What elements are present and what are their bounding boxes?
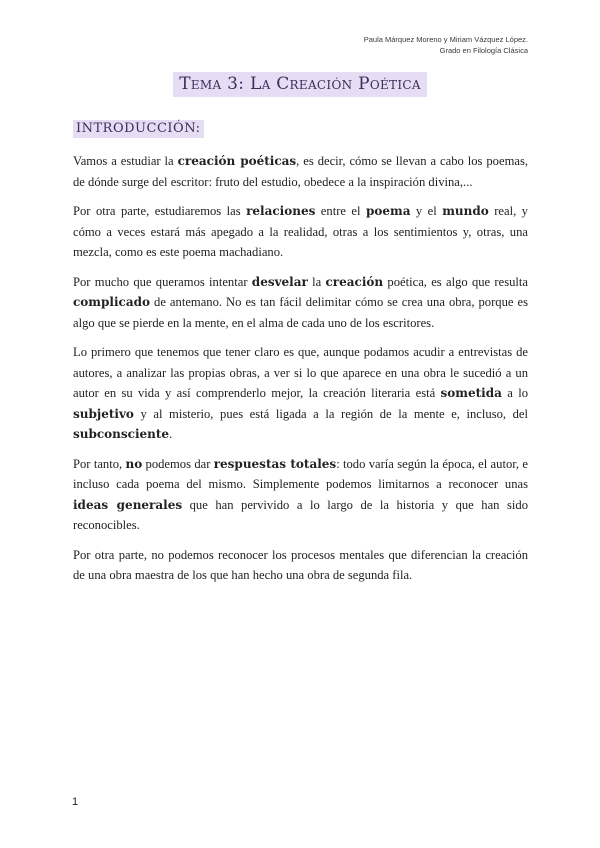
bold-term: creación poéticas: [177, 154, 297, 168]
text-run: poética, es algo que resulta: [383, 274, 528, 289]
body-text: [73, 151, 528, 595]
bold-term: no: [125, 456, 143, 471]
text-run: Por otra parte, no podemos reconocer los procesos mentales que diferencian la creación de una obra maestra de los que han hecho una obra de segunda fila.: [73, 547, 528, 582]
text-run: que han pervivido a lo largo de la historia y que han sido reconocibles.: [73, 497, 528, 532]
text-run: Lo primero que tenemos que tener claro es que, aunque podamos acudir a entrevistas de autores, a analizar las propias obras, a ver si lo que aparece en una obra le sucedió a un autor en su vida y así comprenderlo mejor, la creación literaria está: [73, 345, 528, 400]
paragraph: [73, 151, 528, 192]
paragraph: [73, 342, 528, 445]
title-container: [0, 72, 600, 97]
paragraph: [73, 272, 528, 334]
page-number: 1: [72, 796, 79, 808]
bold-term: sometida: [440, 386, 502, 400]
text-run: y al misterio, pues está ligada a la región de la mente e, incluso, del: [133, 406, 528, 421]
bold-term: relaciones: [246, 204, 316, 218]
paragraph: [73, 545, 528, 586]
document-title: Tema 3: La Creación Poética: [173, 72, 427, 97]
text-run: real, y cómo a veces estará más apegado a la realidad, otras a los sentimientos y, otras, una mezcla, como es este poema machadiano.: [73, 204, 528, 259]
text-run: Por otra parte, estudiaremos las: [73, 204, 247, 218]
page-header: [364, 34, 528, 56]
header-authors: Paula Márquez Moreno y Miriam Vázquez López.: [363, 35, 528, 44]
bold-term: subjetivo: [73, 406, 134, 421]
text-run: Por tanto,: [73, 456, 126, 471]
bold-term: subconsciente: [73, 427, 170, 441]
text-run: entre el: [315, 204, 366, 218]
section-heading: INTRODUCCIÓN:: [73, 120, 204, 138]
bold-term: ideas generales: [73, 497, 183, 512]
bold-term: poema: [365, 204, 411, 218]
bold-term: desvelar: [251, 274, 308, 289]
text-run: la: [307, 274, 326, 289]
text-run: y el: [410, 204, 443, 218]
paragraph: [73, 201, 528, 263]
bold-term: mundo: [442, 204, 489, 218]
bold-term: respuestas totales: [213, 456, 337, 471]
text-run: .: [169, 427, 173, 441]
text-run: , es decir, cómo se llevan a cabo los poemas, de dónde surge del escritor: fruto del estudio, obedece a la inspiración divina,...: [73, 154, 529, 189]
text-run: de antemano. No es tan fácil delimitar cómo se crea una obra, porque es algo que se pierde en la mente, en el alma de cada uno de los escritores.: [73, 295, 528, 330]
text-run: Vamos a estudiar la: [73, 154, 178, 168]
bold-term: creación: [325, 274, 384, 289]
text-run: Por mucho que queramos intentar: [73, 274, 252, 289]
header-degree: Grado en Filología Clásica: [439, 46, 528, 55]
bold-term: complicado: [73, 295, 150, 309]
text-run: : todo varía según la época, el autor, e incluso cada poema del mismo. Simplemente podemos limitarnos a reconocer unas: [73, 456, 528, 491]
text-run: podemos dar: [142, 456, 214, 471]
text-run: a lo: [501, 386, 528, 400]
paragraph: [73, 454, 528, 536]
